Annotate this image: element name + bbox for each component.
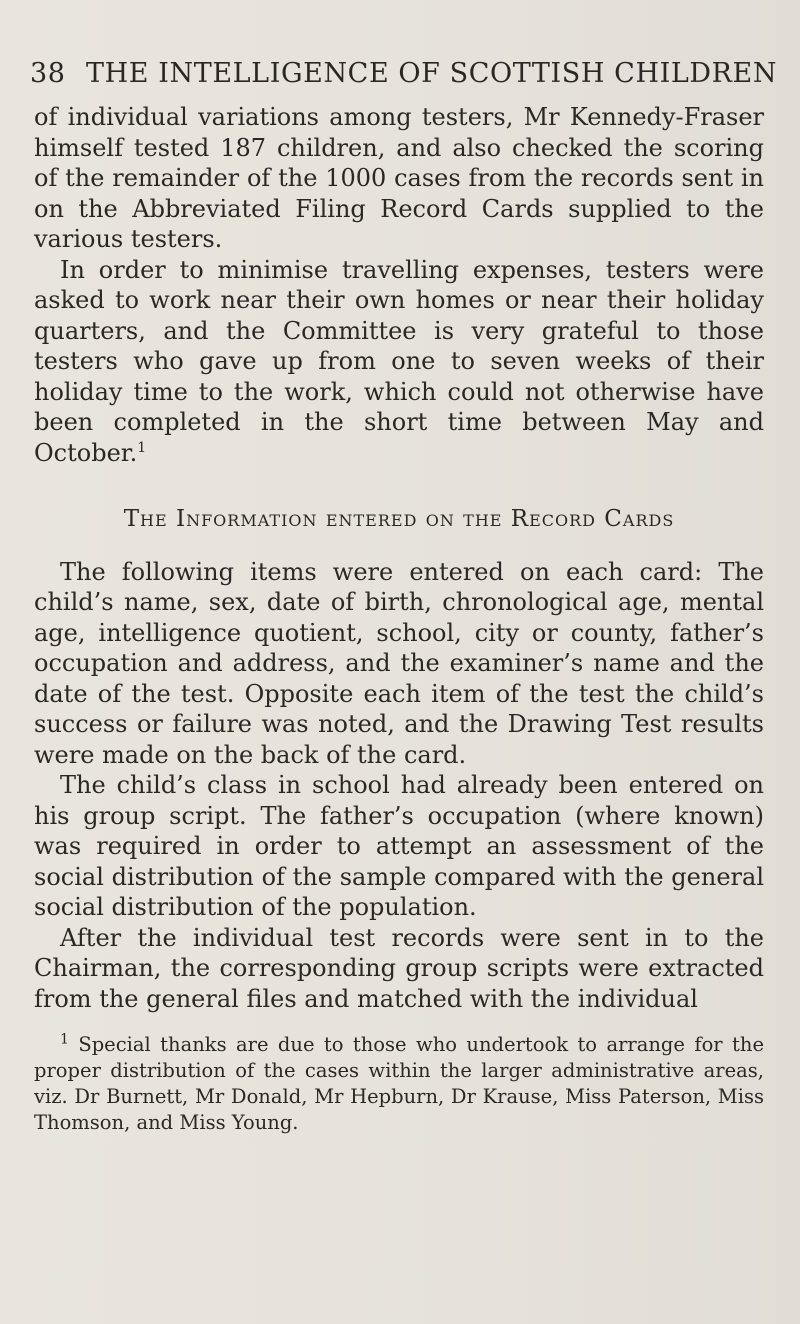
footnote-number: 1 (60, 1031, 69, 1048)
paragraph-2 (34, 255, 764, 469)
paragraph-4: The child’s class in school had already been entered on his group script. The father’s occupation (where known) was required in order to attempt an assessment of the social distribution of the sample compared with the general social distribution of the population. (34, 771, 764, 921)
running-head (30, 54, 790, 94)
footnote (34, 1032, 764, 1136)
paragraph-1: of individual variations among testers, Mr Kennedy-Fraser himself tested 187 children, and also checked the scoring of the remainder of the 1000 cases from the records sent in on the Abbreviated Filing Record Cards supplied to the various testers. (34, 103, 764, 253)
footnote-marker-1: 1 (137, 439, 147, 456)
main-text (34, 102, 764, 1014)
page-number: 38 (30, 58, 66, 89)
paragraph-5: After the individual test records were sent in to the Chairman, the corresponding group scripts were extracted from the general files and matched with the individual (34, 923, 764, 1013)
paragraph-2-text: In order to minimise travelling expenses, testers were asked to work near their own homes or near their holiday quarters, and the Committee is very grateful to those testers who gave up from one to seven weeks of their holiday time to the work, which could not otherwise have been completed in the short time between May and October. (34, 255, 764, 467)
running-title: THE INTELLIGENCE OF SCOTTISH CHILDREN (86, 58, 778, 89)
section-heading: The Information entered on the Record Cards (123, 506, 675, 532)
footnote-text: Special thanks are due to those who undertook to arrange for the proper distribution of the cases within the larger administrative areas, viz. Dr Burnett, Mr Donald, Mr Hepburn, Dr Krause, Miss Paterson, Miss Thomson, and Miss Young. (34, 1033, 764, 1134)
paragraph-3: The following items were entered on each card: The child’s name, sex, date of birth, chronological age, mental age, intelligence quotient, school, city or county, father’s occupation and address, and the examiner’s name and the date of the test. Opposite each item of the test the child’s success or failure was noted, and the Drawing Test results were made on the back of the card. (34, 557, 764, 769)
footnote-paragraph (34, 1032, 764, 1136)
